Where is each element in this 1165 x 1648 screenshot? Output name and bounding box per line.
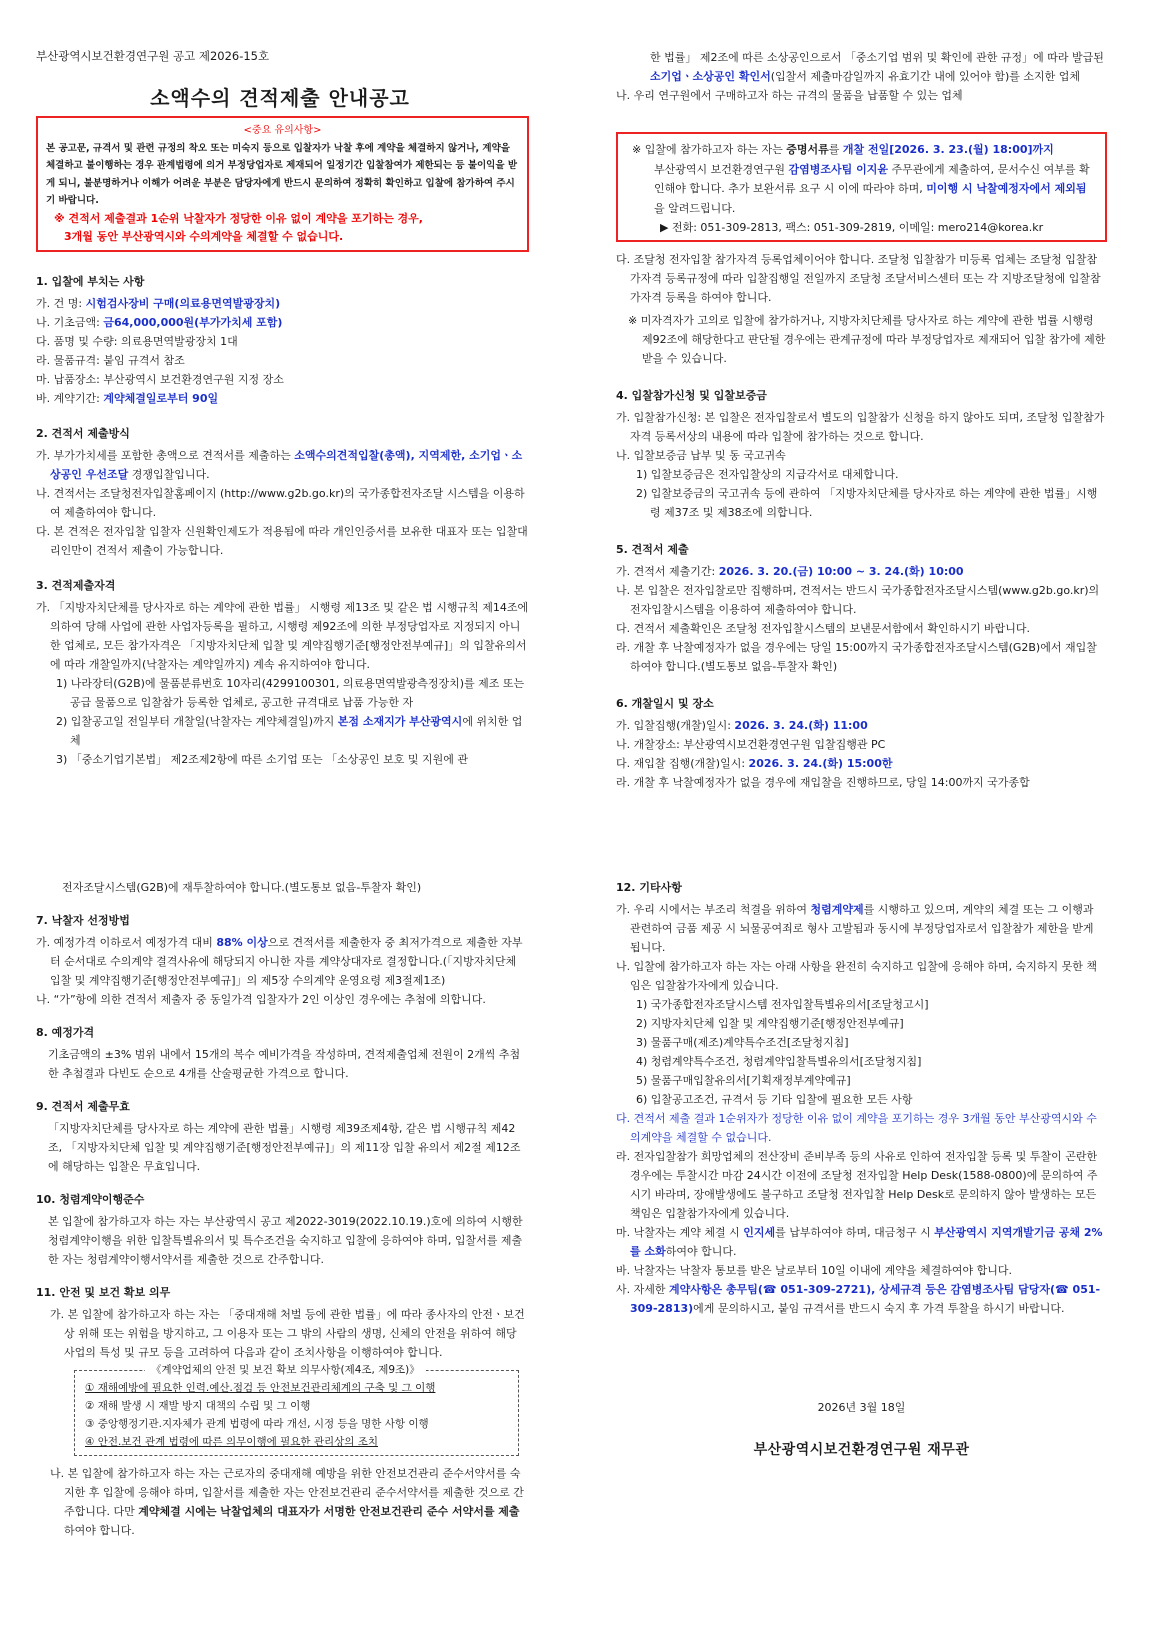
s12-item-4: 4) 청렴계약특수조건, 청렴계약입찰특별유의서[조달청지침] — [636, 1055, 922, 1068]
s2-ga: 가. 부가가치세를 포함한 총액으로 견적서를 제출하는 소액수의견적입찰(총액), 지역제한, 소기업ㆍ소상공인 우선조달 경쟁입찰입니다. — [36, 449, 523, 481]
s12-da: 다. 견적서 제출 결과 1순위자가 정당한 이유 없이 계약을 포기하는 경우 3개월 동안 부산광역시와 수의계약을 체결할 수 없습니다. — [616, 1112, 1097, 1144]
s12-item-2: 2) 지방자치단체 입찰 및 계약집행기준[행정안전부예규] — [636, 1017, 904, 1030]
s9-body: 「지방자치단체를 당사자로 하는 계약에 관한 법률」시행령 제39조제4항, 같은 법 시행규칙 제42조, 「지방자치단체 입찰 및 계약집행기준[행정안전부예규]」의 제11장 입찰 유의서 제2절 제12조에 해당하는 입찰은 무효입니다. — [48, 1122, 521, 1173]
safety-item-4: ④ 안전.보건 관계 법령에 따른 의무이행에 필요한 관리상의 조치 — [85, 1436, 379, 1448]
section-3-title: 3. 견적제출자격 — [36, 579, 116, 592]
s12-integrity-contract: 청렴계약제 — [810, 903, 864, 916]
s3-item-2: 2) 입찰공고일 전일부터 개찰일(낙찰자는 계약체결일)까지 본점 소재지가 부산광역시에 위치한 업체 — [56, 715, 523, 747]
s3-small-business-cert: 소기업ㆍ소상공인 확인서 — [650, 70, 771, 83]
s8-body: 기초금액의 ±3% 범위 내에서 15개의 복수 예비가격을 작성하며, 견적제출업체 전원이 2개씩 추첨한 추첨결과 다빈도 순으로 4개를 산술평균한 가격으로 합니다. — [48, 1048, 521, 1080]
s12-contacts: 계약사항은 총무팀(☎ 051-309-2721), 상세규격 등은 감염병조사팀 담당자(☎ 051-309-2813) — [630, 1283, 1101, 1315]
s5-da: 다. 견적서 제출확인은 조달청 전자입찰시스템의 보낸문서함에서 확인하시기 바랍니다. — [616, 622, 1031, 635]
s3-da: 다. 조달청 전자입찰 참가자격 등록업체이어야 합니다. 조달청 입찰참가 미등록 업체는 조달청 입찰참가자격 등록규정에 따라 입찰집행일 전일까지 조달청 조달서비스센터 또는 각 지방조달청에 입찰참가자격 등록을 하여야 합니다. — [616, 253, 1101, 304]
s6-ra-cont: 전자조달시스템(G2B)에 재투찰하여야 합니다.(별도통보 없음-투찰자 확인) — [62, 881, 422, 894]
safety-box-title: 《계약업체의 안전 및 보건 확보 의무사항(제4조, 제9조)》 — [145, 1361, 426, 1379]
section-4-title: 4. 입찰참가신청 및 입찰보증금 — [616, 389, 767, 402]
s6-rebid-datetime: 2026. 3. 24.(화) 15:00한 — [748, 757, 893, 770]
section-10-title: 10. 청렴계약이행준수 — [36, 1193, 145, 1206]
warning-body: 본 공고문, 규격서 및 관련 규정의 착오 또는 미숙지 등으로 입찰자가 낙찰 후에 계약을 체결하지 않거나, 계약을 체결하고 불이행하는 경우 관계법령에 의거 부정당업자로 제재되어 일정기간 입찰참여가 제한되는 등 불이익을 받게 되니, 불분명하거나 이해가 어려운 부분은 담당자에게 반드시 문의하여 정확히 확인하고 입찰에 참가하여 주시기 바랍니다. — [46, 142, 518, 206]
warning-box — [36, 116, 529, 252]
s3-location-requirement: 본점 소재지가 부산광역시 — [337, 715, 463, 728]
section-11-title: 11. 안전 및 보건 확보 의무 — [36, 1286, 171, 1299]
warning-red-2: 3개월 동안 부산광역시와 수의계약을 체결할 수 없습니다. — [64, 229, 344, 243]
s1-spec: 라. 물품규격: 붙임 규격서 참조 — [36, 354, 185, 367]
s1-ga-label: 가. 건 명: — [36, 297, 86, 310]
s12-na: 나. 입찰에 참가하고자 하는 자는 아래 사항을 완전히 숙지하고 입찰에 응해야 하며, 숙지하지 못한 책임은 입찰참가자에게 있습니다. — [616, 960, 1097, 992]
s12-item-5: 5) 물품구매입찰유의서[기획재정부계약예규] — [636, 1074, 851, 1087]
s3-item-3-cont: 한 법률」 제2조에 따른 소상공인으로서 「중소기업 범위 및 확인에 관한 규정」에 따라 발급된 소기업ㆍ소상공인 확인서(입찰서 제출마감일까지 유효기간 내에 있어야 함)를 소지한 업체 — [650, 51, 1104, 83]
s4-item-2: 2) 입찰보증금의 국고귀속 등에 관하여 「지방자치단체를 당사자로 하는 계약에 관한 법률」시행령 제37조 및 제38조에 의합니다. — [636, 487, 1098, 519]
s7-threshold: 88% 이상 — [216, 936, 268, 949]
document-submission-box: ※ 입찰에 참가하고자 하는 자는 증명서류를 개찰 전일[2026. 3. 23.(월) 18:00]까지 부산광역시 보건환경연구원 감염병조사팀 이지윤 주무관에게 제출하여, 문서수신 여부를 확인해야 합니다. 추가 보완서류 요구 시 이에 따라야 하며, 미이행 시 낙찰예정자에서 제외됨을 알려드립니다. ▶ 전화: 051-309-2813, 팩스: 051-309-2819, 이메일: mero214@korea.kr — [616, 132, 1107, 242]
section-6-title: 6. 개찰일시 및 장소 — [616, 697, 714, 710]
section-9-title: 9. 견적서 제출무효 — [36, 1100, 130, 1113]
section-1-title: 1. 입찰에 부치는 사항 — [36, 275, 145, 288]
s5-na: 나. 본 입찰은 전자입찰로만 집행하며, 견적서는 반드시 국가종합전자조달시스템(www.g2b.go.kr)의 전자입찰시스템을 이용하여 제출하여야 합니다. — [616, 584, 1100, 616]
s1-contract-period: 계약체결일로부터 90일 — [103, 392, 219, 405]
s1-ba-label: 바. 계약기간: — [36, 392, 104, 405]
s7-na: 나. “가”항에 의한 견적서 제출자 중 동일가격 입찰자가 2인 이상인 경우에는 추첨에 의합니다. — [36, 993, 486, 1006]
submission-deadline: 개찰 전일[2026. 3. 23.(월) 18:00]까지 — [842, 143, 1054, 156]
s12-ma: 마. 낙찰자는 계약 체결 시 인지세를 납부하여야 하며, 대금청구 시 부산광역시 지역개발기금 공채 2%를 소화하여야 합니다. — [616, 1226, 1103, 1258]
s1-delivery-place: 마. 납품장소: 부산광역시 보건환경연구원 지정 장소 — [36, 373, 284, 386]
safety-item-2: ② 재해 발생 시 재발 방지 대책의 수립 및 그 이행 — [85, 1400, 311, 1412]
s6-ra: 라. 개찰 후 낙찰예정자가 없을 경우에 재입찰을 진행하므로, 당일 14:00까지 국가종합 — [616, 776, 1030, 789]
s1-base-amount: 금64,000,000원(부가가치세 포함) — [103, 316, 283, 329]
s10-body: 본 입찰에 참가하고자 하는 자는 부산광역시 공고 제2022-3019(2022.10.19.)호에 의하여 시행한 청렴계약이행을 위한 입찰특별유의서 및 특수조건을 숙지하고 입찰에 응하여야 하며, 입찰서를 제출한 자는 청렴계약이행서약서를 제출한 것으로 간주합니다. — [48, 1215, 523, 1266]
s3-note: ※ 미자격자가 고의로 입찰에 참가하거나, 지방자치단체를 당사자로 하는 계약에 관한 법률 시행령 제92조에 해당한다고 판단될 경우에는 관계규정에 따라 부정당업자로 제재되어 입찰 참가에 제한받을 수 있습니다. — [628, 314, 1106, 365]
notice-number: 부산광역시보건환경연구원 공고 제2026-15호 — [36, 49, 270, 63]
page-2 — [0, 824, 1165, 1648]
s6-na: 나. 개찰장소: 부산광역시보건환경연구원 입찰집행관 PC — [616, 738, 886, 751]
s3-item-1: 1) 나라장터(G2B)에 물품분류번호 10자리(4299100301, 의료용면역발광측정장치)를 제조 또는 공급 물품으로 입찰참가 등록한 업체로, 공고한 규격대로 납품 가능한 자 — [56, 677, 525, 709]
s3-na: 나. 우리 연구원에서 구매하고자 하는 규격의 물품을 납품할 수 있는 업체 — [616, 89, 963, 102]
s11-ga: 가. 본 입찰에 참가하고자 하는 자는 「중대재해 처벌 등에 관한 법률」에 따라 종사자의 안전ㆍ보건상 위해 또는 위험을 방지하고, 그 이용자 또는 그 밖의 사람의 생명, 신체의 안전을 위하여 해당 사업의 특성 및 규모 등을 고려하여 다음과 같이 조치사항을 이행하여야 합니다. — [50, 1308, 525, 1359]
s2-da: 다. 본 견적은 전자입찰 입찰자 신원확인제도가 적용됨에 따라 개인인증서를 보유한 대표자 또는 입찰대리인만이 견적서 제출이 가능합니다. — [36, 525, 528, 557]
s2-na: 나. 견적서는 조달청전자입찰홈페이지 (http://www.g2b.go.kr)의 국가종합전자조달 시스템을 이용하여 제출하여야 합니다. — [36, 487, 525, 519]
s12-ra: 라. 전자입찰참가 희망업체의 전산장비 준비부족 등의 사유로 인하여 전자입찰 등록 및 투찰이 곤란한 경우에는 투찰시간 마감 24시간 이전에 조달청 전자입찰 Help Desk(1588-0800)에 문의하여 주시기 바라며, 장애발생에도 불구하고 조달청 전자입찰 Help Desk로 문의하지 않아 발생하는 모든 책임은 입찰참가자에게 있습니다. — [616, 1150, 1098, 1220]
s3-ga: 가. 「지방자치단체를 당사자로 하는 계약에 관한 법률」 시행령 제13조 및 같은 법 시행규칙 제14조에 의하여 당해 사업에 관한 사업자등록을 필하고, 시행령 제92조에 의한 부정당업자로 지정되지 아니한 업체로, 모든 참가자격은 「지방자치단체 입찰 및 계약집행기준[행정안전부예규]」의 입찰유의서에 따라 개찰일까지(낙찰자는 계약일까지) 계속 유지하여야 합니다. — [36, 601, 529, 671]
s4-na: 나. 입찰보증금 납부 및 동 국고귀속 — [616, 449, 786, 462]
s6-opening-datetime: 2026. 3. 24.(화) 11:00 — [734, 719, 868, 732]
safety-obligations-box — [74, 1364, 519, 1456]
s12-item-1: 1) 국가종합전자조달시스템 전자입찰특별유의서[조달청고시] — [636, 998, 929, 1011]
s5-ra: 라. 개찰 후 낙찰예정자가 없을 경우에는 당일 15:00까지 국가종합전자조달시스템(G2B)에서 재입찰하여야 합니다.(별도통보 없음-투찰자 확인) — [616, 641, 1097, 673]
s2-bid-type: 소액수의견적입찰(총액), 지역제한, 소기업ㆍ소상공인 우선조달 — [50, 449, 523, 481]
section-2-title: 2. 견적서 제출방식 — [36, 427, 130, 440]
warning-title: <중요 유의사항> — [243, 125, 322, 136]
page1-left-column — [36, 258, 529, 769]
section-12-title: 12. 기타사항 — [616, 881, 682, 894]
page2-left-column — [36, 878, 529, 1540]
safety-item-3: ③ 중앙행정기관.지자체가 관계 법령에 따라 개선, 시정 등을 명한 사항 이행 — [85, 1418, 429, 1430]
s12-sa: 사. 자세한 계약사항은 총무팀(☎ 051-309-2721), 상세규격 등은 감염병조사팀 담당자(☎ 051-309-2813)에게 문의하시고, 붙임 규격서를 반드시 숙지 후 가격 투찰을 하시기 바랍니다. — [616, 1283, 1101, 1315]
safety-item-1: ① 재해예방에 필요한 인력.예산.점검 등 안전보건관리체계의 구축 및 그 이행 — [85, 1382, 436, 1394]
page-title: 소액수의 견적제출 안내공고 — [150, 86, 410, 110]
s1-item-name: 시험검사장비 구매(의료용면역발광장치) — [85, 297, 281, 310]
notice-date: 2026년 3월 18일 — [817, 1401, 906, 1414]
s4-ga: 가. 입찰참가신청: 본 입찰은 전자입찰로서 별도의 입찰참가 신청을 하지 않아도 되며, 조달청 입찰참가자격 등록서상의 내용에 따라 입찰에 참가하는 것으로 합니다. — [616, 411, 1105, 443]
s12-item-3: 3) 물품구매(제조)계약특수조건[조달청지침] — [636, 1036, 849, 1049]
contact-info: ▶ 전화: 051-309-2813, 팩스: 051-309-2819, 이메일: mero214@korea.kr — [660, 221, 1044, 234]
page1-right-column-lower: 다. 조달청 전자입찰 참가자격 등록업체이어야 합니다. 조달청 입찰참가 미등록 업체는 조달청 입찰참가자격 등록규정에 따라 입찰집행일 전일까지 조달청 조달서비스센터 또는 각 지방조달청에 입찰참가자격 등록을 하여야 합니다. ※ 미자격자가 고의로 입찰에 참가하거나, 지방자치단체를 당사자로 하는 계약에 관한 법률 시행령 제92조에 해당한다고 판단될 경우에는 관계규정에 따라 부정당업자로 제재되어 입찰 참가에 제한받을 수 있습니다. 4. 입찰참가신청 및 입찰보증금 가. 입찰참가신청: 본 입찰은 전자입찰로서 별도의 입찰참가 신청을 하지 않아도 되며, 조달청 입찰참가자격 등록서상의 내용에 따라 입찰에 참가하는 것으로 합니다. 나. 입찰보증금 납부 및 동 국고귀속 1) 입찰보증금은 전자입찰상의 지급각서로 대체합니다. 2) 입찰보증금의 국고귀속 등에 관하여 「지방자치단체를 당사자로 하는 계약에 관한 법률」시행령 제37조 및 제38조에 의합니다. 5. 견적서 제출 가. 견적서 제출기간: 2026. 3. 20.(금) 10:00 ~ 3. 24.(화) 10:00 나. 본 입찰은 전자입찰로만 집행하며, 견적서는 반드시 국가종합전자조달시스템(www.g2b.go.kr)의 전자입찰시스템을 이용하여 제출하여야 합니다. 다. 견적서 제출확인은 조달청 전자입찰시스템의 보낸문서함에서 확인하시기 바랍니다. 라. 개찰 후 낙찰예정자가 없을 경우에는 당일 15:00까지 국가종합전자조달시스템(G2B)에서 재입찰하여야 합니다.(별도통보 없음-투찰자 확인) 6. 개찰일시 및 장소 가. 입찰집행(개찰)일시: 2026. 3. 24.(화) 11:00 나. 개찰장소: 부산광역시보건환경연구원 입찰집행관 PC 다. 재입찰 집행(개찰)일시: 2026. 3. 24.(화) 15:00한 라. 개찰 후 낙찰예정자가 없을 경우에 재입찰을 진행하므로, 당일 14:00까지 국가종합 — [616, 250, 1107, 792]
issuer-signature: 부산광역시보건환경연구원 재무관 — [753, 1442, 970, 1458]
s3-item-3: 3) 「중소기업기본법」 제2조제2항에 따른 소기업 또는 「소상공인 보호 및 지원에 관 — [56, 753, 469, 766]
s1-na-label: 나. 기초금액: — [36, 316, 104, 329]
contact-person: 감염병조사팀 이지윤 — [788, 162, 888, 176]
section-7-title: 7. 낙찰자 선정방법 — [36, 914, 130, 927]
s7-ga: 가. 예정가격 이하로서 예정가격 대비 88% 이상으로 견적서를 제출한자 중 최저가격으로 제출한 자부터 순서대로 수의계약 결격사유에 해당되지 아니한 자를 계약상대자로 결정합니다.(「지방자치단체 입찰 및 계약집행기준[행정안전부예규]」의 제5장 수의계약 운영요령 제3절제1조) — [36, 936, 523, 987]
section-8-title: 8. 예정가격 — [36, 1026, 95, 1039]
s12-ba: 바. 낙찰자는 낙찰자 통보를 받은 날로부터 10일 이내에 계약을 체결하여야 합니다. — [616, 1264, 1012, 1277]
page1-right-column — [616, 48, 1107, 105]
warning-red-1: ※ 견적서 제출결과 1순위 낙찰자가 정당한 이유 없이 계약을 포기하는 경우, — [54, 211, 423, 225]
section-5-title: 5. 견적서 제출 — [616, 543, 689, 556]
s1-quantity: 다. 품명 및 수량: 의료용면역발광장치 1대 — [36, 335, 238, 348]
s12-item-6: 6) 입찰공고조건, 규격서 등 기타 입찰에 필요한 모든 사항 — [636, 1093, 913, 1106]
s11-na: 나. 본 입찰에 참가하고자 하는 자는 근로자의 중대재해 예방을 위한 안전보건관리 준수서약서를 숙지한 후 입찰에 응해야 하며, 입찰서를 제출한 자는 안전보건관리 준수서약서를 제출한 것으로 간주합니다. 다만 계약체결 시에는 낙찰업체의 대표자가 서명한 안전보건관리 준수 서약서를 제출하여야 합니다. — [50, 1467, 524, 1537]
s4-item-1: 1) 입찰보증금은 전자입찰상의 지급각서로 대체합니다. — [636, 468, 899, 481]
page2-right-column — [616, 878, 1107, 1460]
s5-submission-period: 2026. 3. 20.(금) 10:00 ~ 3. 24.(화) 10:00 — [718, 565, 964, 578]
s12-ga: 가. 우리 시에서는 부조리 척결을 위하여 청렴계약제를 시행하고 있으며, 계약의 체결 또는 그 이행과 관련하여 금품 제공 시 뇌물공여죄로 형사 고발됨과 동시에 부정당업자로서 입찰참가 제한을 받게 됩니다. — [616, 903, 1094, 954]
